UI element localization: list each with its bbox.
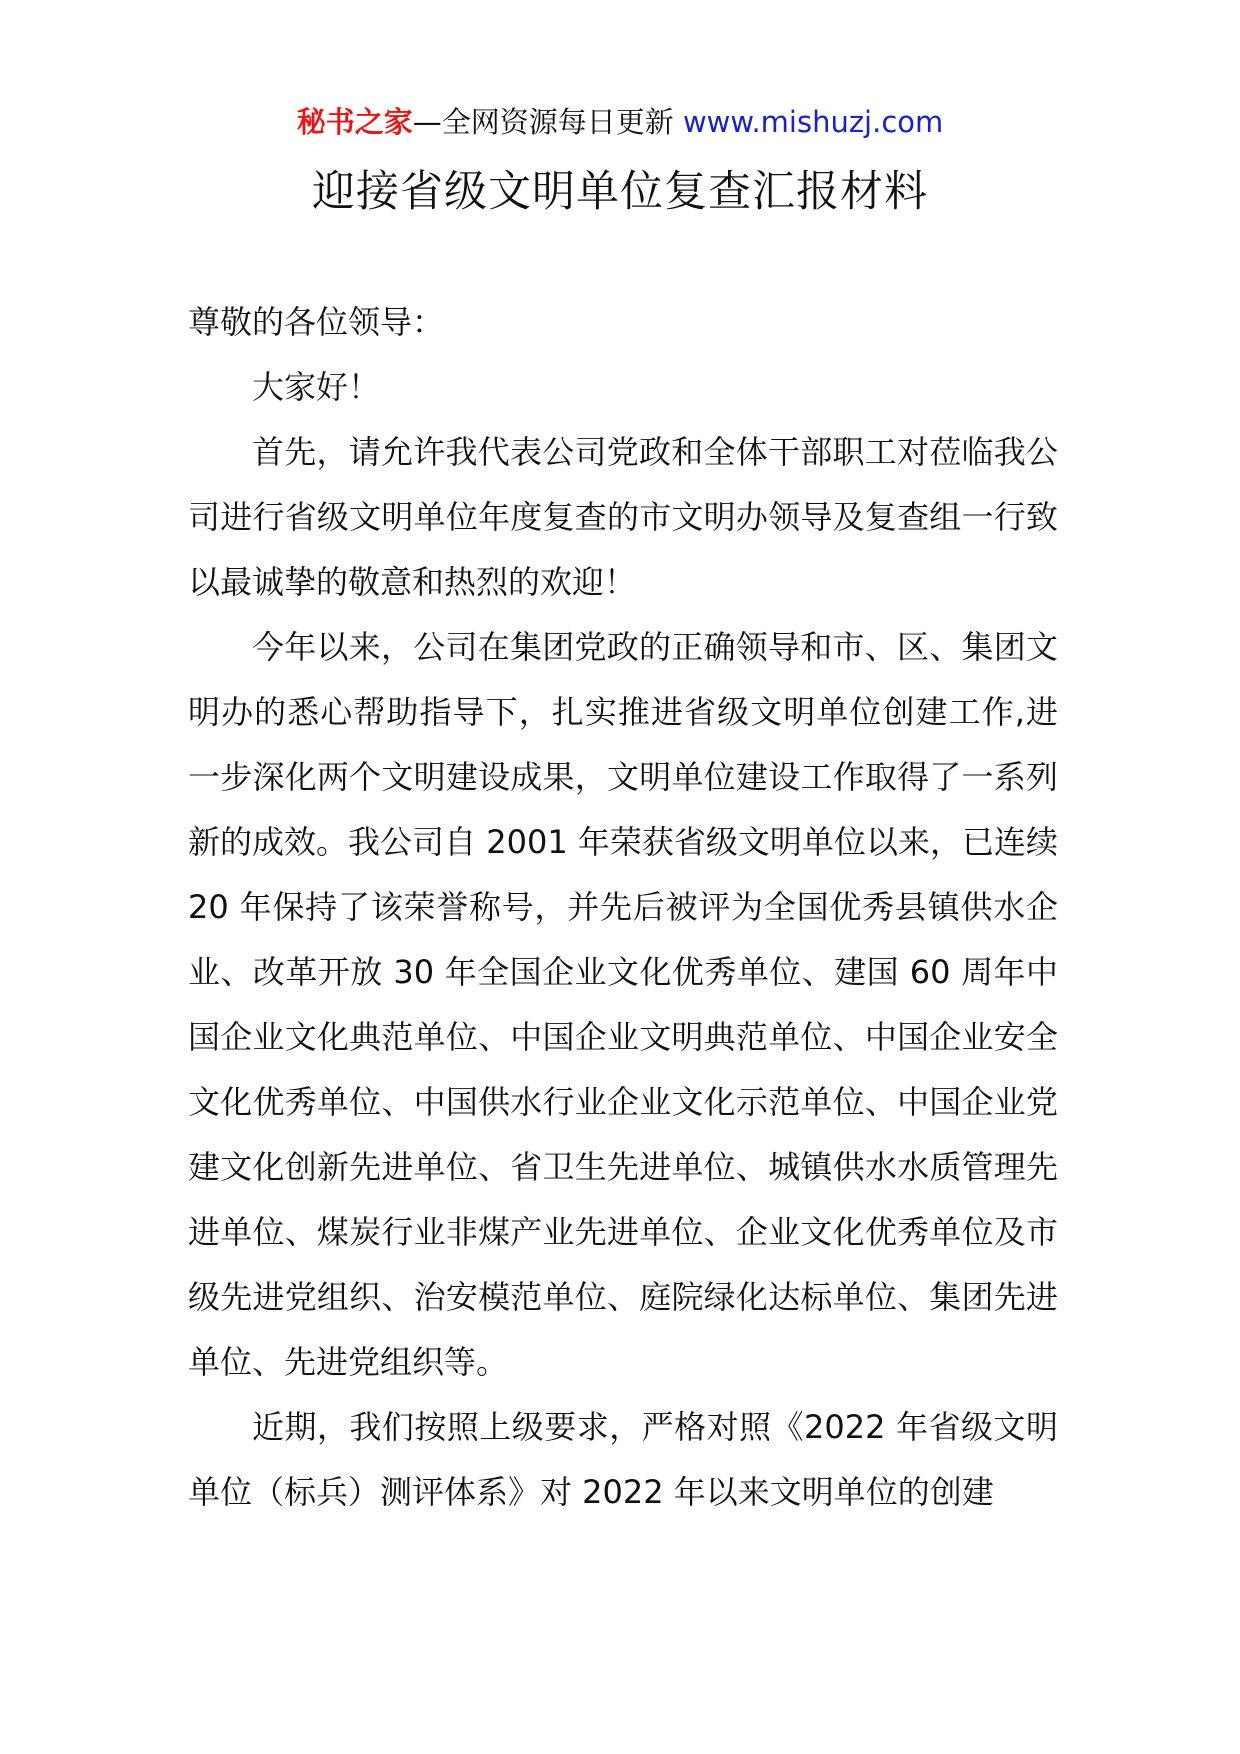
paragraph-welcome: 首先，请允许我代表公司党政和全体干部职工对莅临我公司进行省级文明单位年度复查的市文明办领导及复查组一行致以最诚挚的敬意和热烈的欢迎！: [188, 433, 1058, 601]
site-brand: 秘书之家: [296, 105, 413, 139]
site-url[interactable]: www.mishuzj.com: [682, 105, 944, 139]
salutation: 尊敬的各位领导：: [188, 303, 445, 341]
paragraph-greeting: 大家好！: [252, 368, 381, 406]
document-title: 迎接省级文明单位复查汇报材料: [312, 167, 928, 217]
paragraph-recent: 近期，我们按照上级要求，严格对照《2022 年省级文明单位（标兵）测评体系》对 2022 年以来文明单位的创建: [188, 1408, 1058, 1511]
document-body: [188, 290, 1058, 1525]
site-header: [0, 100, 1240, 144]
paragraph-achievements: 今年以来，公司在集团党政的正确领导和市、区、集团文明办的悉心帮助指导下，扎实推进省级文明单位创建工作,进一步深化两个文明建设成果，文明单位建设工作取得了一系列新的成效。我公司自 2001 年荣获省级文明单位以来，已连续 20 年保持了该荣誉称号，并先后被评为全国优秀县镇供水企业、改革开放 30 年全国企业文化优秀单位、建国 60 周年中国企业文化典范单位、中国企业文明典范单位、中国企业安全文化优秀单位、中国供水行业企业文化示范单位、中国企业党建文化创新先进单位、省卫生先进单位、城镇供水水质管理先进单位、煤炭行业非煤产业先进单位、企业文化优秀单位及市级先进党组织、治安模范单位、庭院绿化达标单位、集团先进单位、先进党组织等。: [188, 628, 1058, 1381]
site-slogan: —全网资源每日更新: [412, 105, 683, 139]
